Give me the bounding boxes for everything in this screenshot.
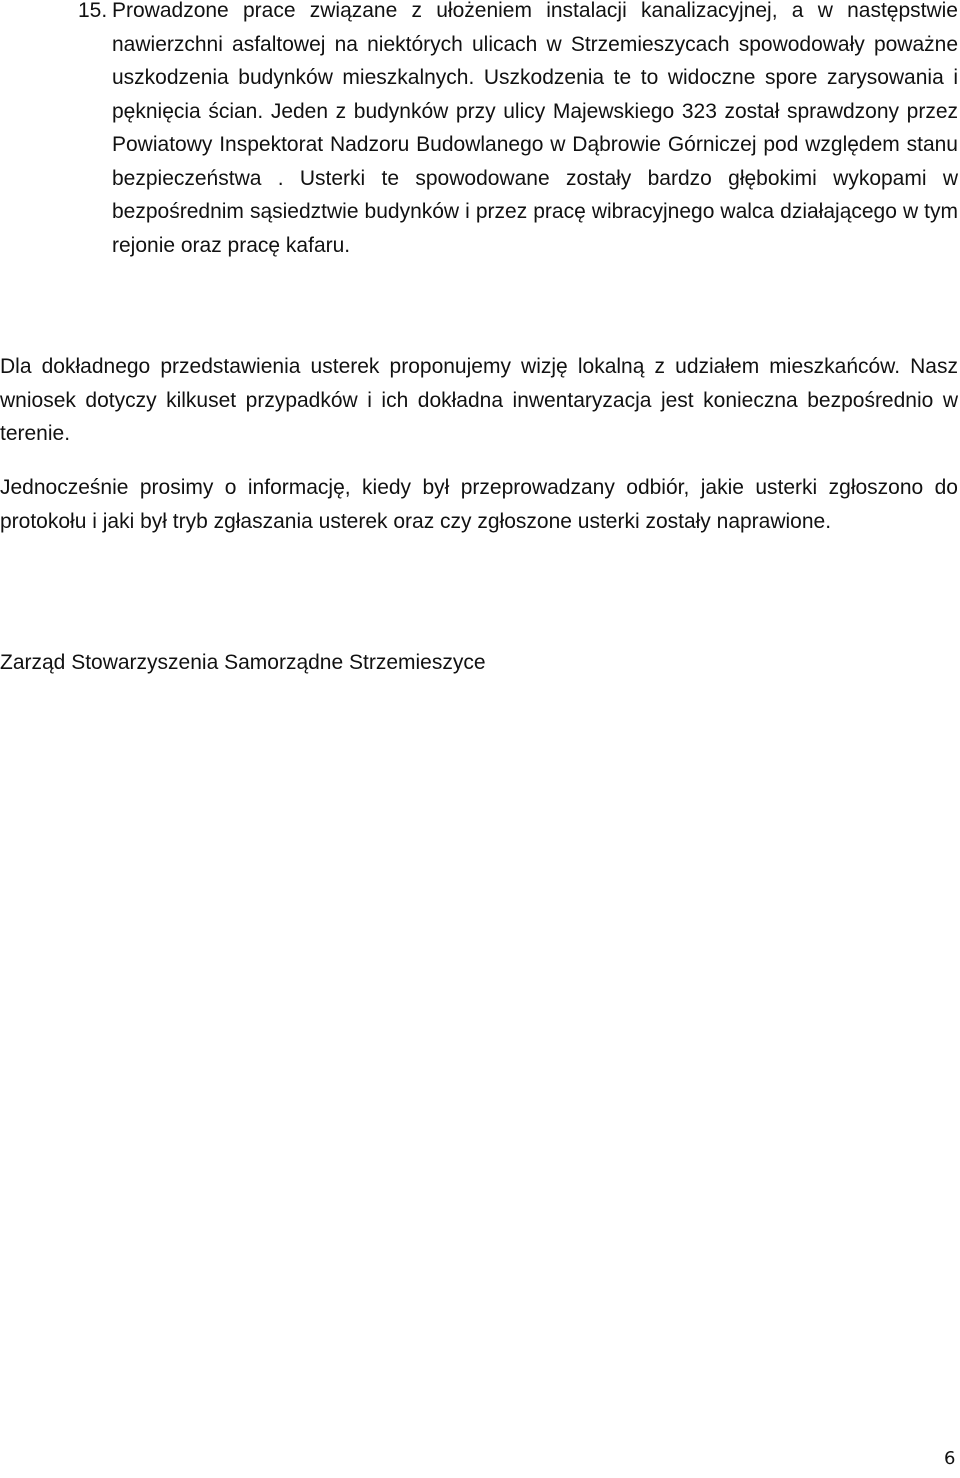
list-item-number: 15. [78,0,108,22]
list-item-text: Prowadzone prace związane z ułożeniem instalacji kanalizacyjnej, a w następstwie nawierzchni asfaltowej na niektórych ulicach w Strzemieszycach spowodowały poważne uszkodzenia budynków mieszkalnych. Uszkodzenia te to widoczne spore zarysowania i pęknięcia ścian. Jeden z budynków przy ulicy Majewskiego 323 został sprawdzony przez Powiatowy Inspektorat Nadzoru Budowlanego w Dąbrowie Górniczej pod względem stanu bezpieczeństwa . Usterki te spowodowane zostały bardzo głębokimi wykopami w bezpośrednim sąsiedztwie budynków i przez pracę wibracyjnego walca działającego w tym rejonie oraz pracę kafaru. [112,0,958,257]
page-number: 6 [944,1448,956,1469]
paragraph-site-inspection: Dla dokładnego przedstawienia usterek proponujemy wizję lokalną z udziałem mieszkańców. Nasz wniosek dotyczy kilkuset przypadków i ich dokładna inwentaryzacja jest konieczna bezpośrednio w terenie. [0,355,958,445]
paragraph-information-request: Jednocześnie prosimy o informację, kiedy był przeprowadzany odbiór, jakie usterki zgłoszono do protokołu i jaki był tryb zgłaszania usterek oraz czy zgłoszone usterki zostały naprawione. [0,476,958,533]
numbered-list-item [0,0,958,262]
signature: Zarząd Stowarzyszenia Samorządne Strzemieszyce [0,651,486,674]
